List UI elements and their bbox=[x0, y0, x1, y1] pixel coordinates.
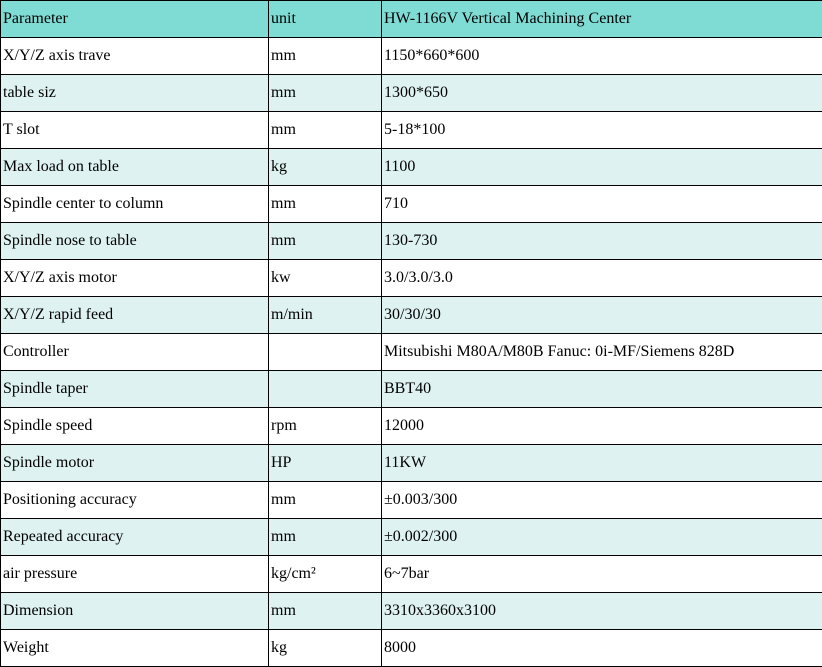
cell-unit: m/min bbox=[269, 297, 382, 334]
cell-unit: kg bbox=[269, 630, 382, 667]
cell-value: 1100 bbox=[382, 149, 822, 186]
cell-value: ±0.002/300 bbox=[382, 519, 822, 556]
table-row bbox=[1, 593, 822, 630]
cell-unit: kw bbox=[269, 260, 382, 297]
table-row bbox=[1, 519, 822, 556]
cell-unit bbox=[269, 334, 382, 371]
cell-parameter: Spindle center to column bbox=[1, 186, 269, 223]
cell-parameter: X/Y/Z axis trave bbox=[1, 38, 269, 75]
cell-parameter: X/Y/Z axis motor bbox=[1, 260, 269, 297]
cell-unit: mm bbox=[269, 38, 382, 75]
table-row bbox=[1, 260, 822, 297]
cell-parameter: Spindle speed bbox=[1, 408, 269, 445]
cell-value: 11KW bbox=[382, 445, 822, 482]
cell-parameter: air pressure bbox=[1, 556, 269, 593]
cell-parameter: Controller bbox=[1, 334, 269, 371]
cell-value: ±0.003/300 bbox=[382, 482, 822, 519]
cell-parameter: Dimension bbox=[1, 593, 269, 630]
cell-value: 3310x3360x3100 bbox=[382, 593, 822, 630]
table-row bbox=[1, 223, 822, 260]
table-row bbox=[1, 445, 822, 482]
cell-value: 8000 bbox=[382, 630, 822, 667]
cell-unit: kg/cm² bbox=[269, 556, 382, 593]
cell-parameter: T slot bbox=[1, 112, 269, 149]
header-model: HW-1166V Vertical Machining Center bbox=[382, 1, 822, 38]
cell-parameter: Repeated accuracy bbox=[1, 519, 269, 556]
table-row bbox=[1, 371, 822, 408]
cell-value: 130-730 bbox=[382, 223, 822, 260]
table-row bbox=[1, 297, 822, 334]
cell-unit: mm bbox=[269, 482, 382, 519]
cell-unit bbox=[269, 371, 382, 408]
cell-unit: HP bbox=[269, 445, 382, 482]
cell-unit: mm bbox=[269, 593, 382, 630]
table-row bbox=[1, 75, 822, 112]
cell-parameter: Max load on table bbox=[1, 149, 269, 186]
cell-value: 710 bbox=[382, 186, 822, 223]
cell-value: 5-18*100 bbox=[382, 112, 822, 149]
cell-unit: mm bbox=[269, 75, 382, 112]
table-row bbox=[1, 482, 822, 519]
header-row bbox=[1, 1, 822, 38]
spec-table-body bbox=[1, 38, 822, 667]
cell-parameter: Spindle taper bbox=[1, 371, 269, 408]
cell-unit: mm bbox=[269, 519, 382, 556]
cell-unit: mm bbox=[269, 112, 382, 149]
cell-unit: mm bbox=[269, 186, 382, 223]
cell-value: 30/30/30 bbox=[382, 297, 822, 334]
cell-unit: rpm bbox=[269, 408, 382, 445]
cell-parameter: Spindle nose to table bbox=[1, 223, 269, 260]
cell-parameter: Spindle motor bbox=[1, 445, 269, 482]
cell-value: 6~7bar bbox=[382, 556, 822, 593]
cell-value: BBT40 bbox=[382, 371, 822, 408]
table-row bbox=[1, 630, 822, 667]
table-row bbox=[1, 408, 822, 445]
spec-table-header bbox=[1, 1, 822, 38]
header-parameter: Parameter bbox=[1, 1, 269, 38]
table-row bbox=[1, 38, 822, 75]
cell-value: 12000 bbox=[382, 408, 822, 445]
table-row bbox=[1, 149, 822, 186]
table-row bbox=[1, 186, 822, 223]
header-unit: unit bbox=[269, 1, 382, 38]
cell-value: 1150*660*600 bbox=[382, 38, 822, 75]
cell-parameter: Positioning accuracy bbox=[1, 482, 269, 519]
cell-value: Mitsubishi M80A/M80B Fanuc: 0i-MF/Siemens 828D bbox=[382, 334, 822, 371]
cell-unit: kg bbox=[269, 149, 382, 186]
table-row bbox=[1, 334, 822, 371]
table-row bbox=[1, 112, 822, 149]
cell-value: 3.0/3.0/3.0 bbox=[382, 260, 822, 297]
cell-parameter: Weight bbox=[1, 630, 269, 667]
cell-parameter: X/Y/Z rapid feed bbox=[1, 297, 269, 334]
cell-unit: mm bbox=[269, 223, 382, 260]
cell-parameter: table siz bbox=[1, 75, 269, 112]
table-row bbox=[1, 556, 822, 593]
cell-value: 1300*650 bbox=[382, 75, 822, 112]
